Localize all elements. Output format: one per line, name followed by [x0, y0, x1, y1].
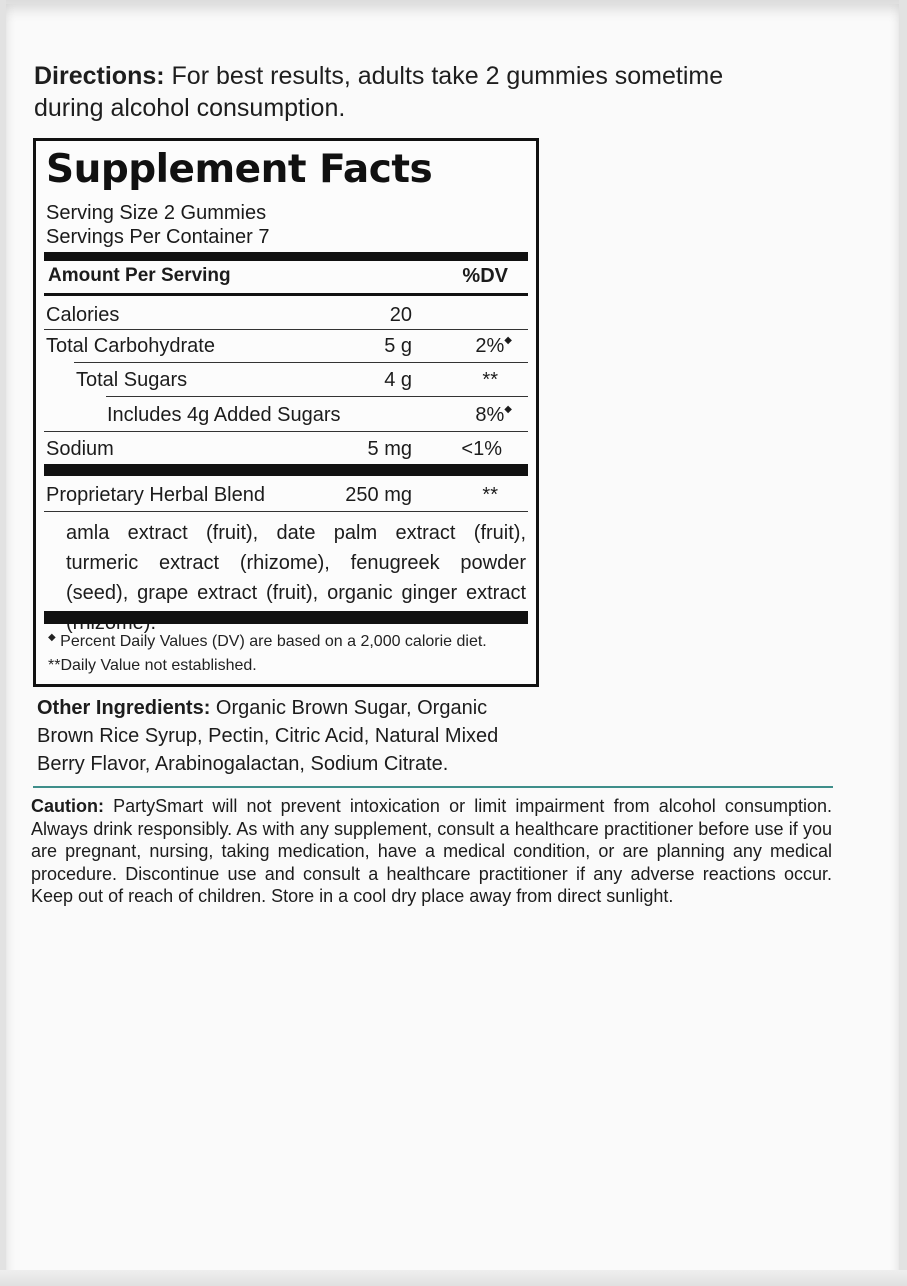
caution-body: PartySmart will not prevent intoxication or limit impairment from alcohol consumption. Always drink responsibly. As with any supplement, consult a healthcare practitioner before use if you are pregnant, nursing, taking medication, have a medical condition, or are planning any medical procedure. Discontinue use and consult a healthcare practitioner if any adverse reactions occur. Keep out of reach of children. Store in a cool dry place away from direct sunlight.	[31, 796, 832, 907]
thick-rule	[44, 464, 528, 476]
row-divider	[44, 329, 528, 330]
servings-per-container: Servings Per Container 7	[46, 226, 270, 248]
supplement-facts-panel	[33, 138, 539, 687]
caution-text	[31, 795, 832, 908]
row-divider	[44, 431, 528, 432]
directions-body: For best results, adults take 2 gummies sometime during alcohol consumption.	[34, 62, 724, 122]
caution-label: Caution:	[31, 796, 104, 816]
thick-rule	[44, 252, 528, 261]
blend-ingredients: amla extract (fruit), date palm extract (fruit), turmeric extract (rhizome), fenugreek powder (seed), grape extract (fruit), organic ginger extract	[66, 522, 526, 604]
row-sodium-name: Sodium	[46, 438, 114, 460]
serving-size: Serving Size 2 Gummies	[46, 202, 267, 224]
header-amount: Amount Per Serving	[48, 265, 231, 286]
row-divider	[44, 511, 528, 512]
row-carb-amount: 5 g	[384, 335, 412, 357]
row-sodium-amount: 5 mg	[367, 438, 412, 460]
other-ingredients	[37, 694, 537, 778]
blend-dv: **	[482, 484, 498, 506]
footnote-not-established: **Daily Value not established.	[48, 657, 257, 674]
row-added-sugars-dv-value: 8%	[475, 404, 505, 426]
diamond-icon: ◆	[48, 632, 56, 643]
row-sugars-name: Total Sugars	[76, 369, 188, 391]
directions-label: Directions:	[34, 62, 165, 90]
row-calories-amount: 20	[389, 304, 412, 326]
thick-rule	[44, 611, 528, 624]
row-carb-dv-value: 2%	[475, 335, 505, 357]
directions-text	[34, 60, 734, 124]
row-divider	[106, 396, 528, 397]
row-calories-name: Calories	[46, 304, 120, 326]
row-added-sugars-name: Includes 4g Added Sugars	[107, 404, 341, 426]
row-sugars-dv: **	[482, 369, 498, 391]
other-ingredients-body: Organic Brown Sugar, Organic Brown Rice Syrup, Pectin, Citric Acid, Natural Mixed Berry Flavor, Arabinogalactan, Sodium Citrate.	[37, 697, 499, 775]
row-sodium-dv: <1%	[461, 438, 502, 460]
diamond-icon: ◆	[504, 335, 512, 346]
row-added-sugars-dv	[426, 403, 512, 427]
row-divider	[74, 362, 528, 363]
medium-rule	[44, 293, 528, 296]
header-dv: %DV	[462, 265, 508, 287]
blend-amount: 250 mg	[345, 484, 412, 506]
footnote-dv	[48, 631, 487, 653]
row-carb-dv	[426, 334, 512, 358]
row-sugars-amount: 4 g	[384, 369, 412, 391]
facts-title: Supplement Facts	[46, 147, 433, 192]
footnote-dv-text: Percent Daily Values (DV) are based on a 2,000 calorie diet.	[55, 633, 487, 650]
section-divider	[33, 786, 833, 788]
package-bottom-edge	[0, 1270, 907, 1286]
diamond-icon: ◆	[504, 404, 512, 415]
row-carb-name: Total Carbohydrate	[46, 335, 215, 357]
other-ingredients-label: Other Ingredients:	[37, 697, 211, 719]
blend-name: Proprietary Herbal Blend	[46, 484, 265, 506]
